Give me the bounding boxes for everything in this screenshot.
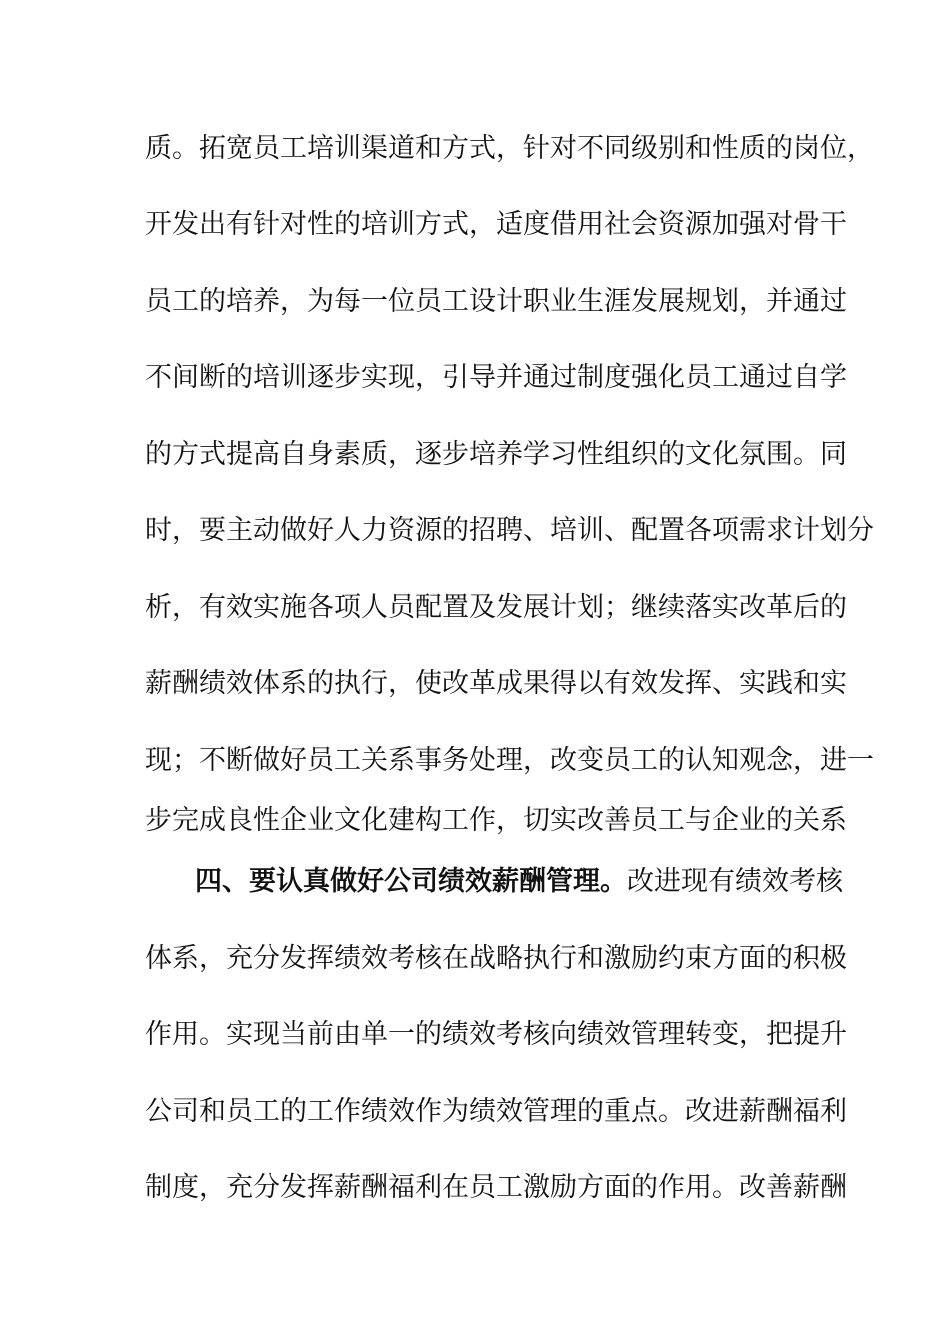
text-line: 作用。实现当前由单一的绩效考核向绩效管理转变，把提升 — [145, 1019, 847, 1050]
text-line: 薪酬绩效体系的执行，使改革成果得以有效发挥、实践和实 — [145, 668, 847, 699]
text-line: 质。拓宽员工培训渠道和方式，针对不同级别和性质的岗位， — [145, 133, 874, 164]
text-line: 开发出有针对性的培训方式，适度借用社会资源加强对骨干 — [145, 209, 847, 240]
text-line: 员工的培养，为每一位员工设计职业生涯发展规划，并通过 — [145, 286, 847, 317]
text-line: 不间断的培训逐步实现，引导并通过制度强化员工通过自学 — [145, 362, 847, 393]
section-heading: 四、要认真做好公司绩效薪酬管理。 — [195, 866, 627, 897]
text-line: 步完成良性企业文化建构工作，切实改善员工与企业的关系 — [145, 805, 847, 836]
text-line: 析，有效实施各项人员配置及发展计划；继续落实改革后的 — [145, 592, 847, 623]
text-line: 制度，充分发挥薪酬福利在员工激励方面的作用。改善薪酬 — [145, 1172, 847, 1203]
text-line: 时，要主动做好人力资源的招聘、培训、配置各项需求计划分 — [145, 515, 874, 546]
text-line: 的方式提高自身素质，逐步培养学习性组织的文化氛围。同 — [145, 439, 847, 470]
heading-line-text: 改进现有绩效考核 — [627, 866, 843, 897]
text-line: 现；不断做好员工关系事务处理，改变员工的认知观念，进一 — [145, 745, 874, 776]
text-line: 体系，充分发挥绩效考核在战略执行和激励约束方面的积极 — [145, 943, 847, 974]
text-line: 公司和员工的工作绩效作为绩效管理的重点。改进薪酬福利 — [145, 1096, 847, 1127]
section-heading-line — [195, 862, 843, 902]
